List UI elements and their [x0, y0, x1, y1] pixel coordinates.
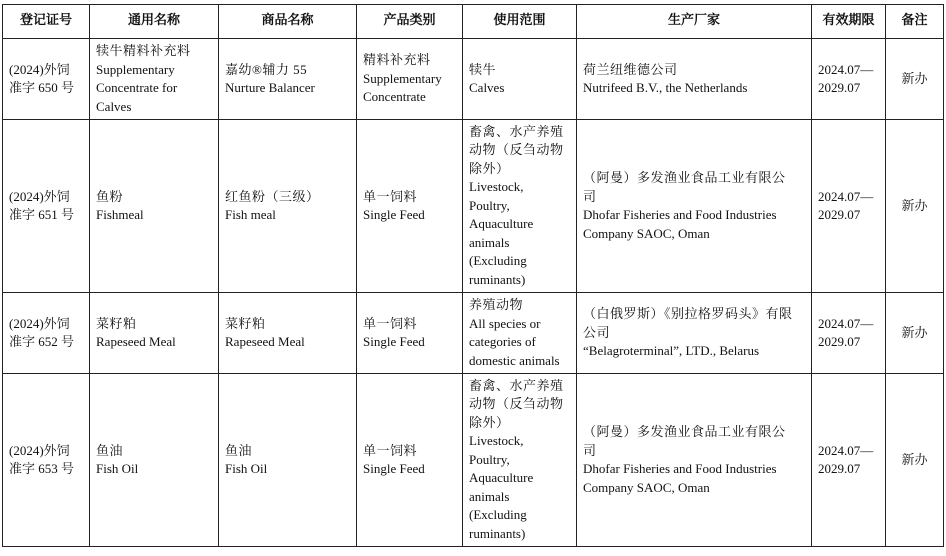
- cell-reg-no: (2024)外饲 准字 651 号: [3, 120, 90, 293]
- cell-common-name: 鱼粉 Fishmeal: [90, 120, 219, 293]
- cell-validity: 2024.07— 2029.07: [812, 374, 886, 547]
- cell-scope: 犊牛 Calves: [463, 39, 577, 120]
- cell-validity: 2024.07— 2029.07: [812, 293, 886, 374]
- cell-category: 单一饲料 Single Feed: [357, 374, 463, 547]
- cell-product-name: 红鱼粉（三级） Fish meal: [219, 120, 357, 293]
- header-validity: 有效期限: [812, 5, 886, 39]
- header-reg-no: 登记证号: [3, 5, 90, 39]
- cell-remarks: 新办: [886, 39, 944, 120]
- cell-category: 精料补充料 Supplementary Concentrate: [357, 39, 463, 120]
- header-remarks: 备注: [886, 5, 944, 39]
- header-common-name: 通用名称: [90, 5, 219, 39]
- header-product-name: 商品名称: [219, 5, 357, 39]
- cell-category: 单一饲料 Single Feed: [357, 120, 463, 293]
- cell-manufacturer: （阿曼）多发渔业食品工业有限公 司 Dhofar Fisheries and Food Industries Company SAOC, Oman: [577, 374, 812, 547]
- cell-scope: 养殖动物 All species or categories of domestic animals: [463, 293, 577, 374]
- header-manufacturer: 生产厂家: [577, 5, 812, 39]
- cell-common-name: 菜籽粕 Rapeseed Meal: [90, 293, 219, 374]
- table-row: [3, 39, 944, 120]
- cell-remarks: 新办: [886, 293, 944, 374]
- cell-product-name: 嘉幼®辅力 55 Nurture Balancer: [219, 39, 357, 120]
- cell-reg-no: (2024)外饲 准字 650 号: [3, 39, 90, 120]
- registration-table: [2, 4, 944, 547]
- cell-reg-no: (2024)外饲 准字 653 号: [3, 374, 90, 547]
- cell-manufacturer: 荷兰纽维德公司 Nutrifeed B.V., the Netherlands: [577, 39, 812, 120]
- cell-common-name: 鱼油 Fish Oil: [90, 374, 219, 547]
- cell-scope: 畜禽、水产养殖 动物（反刍动物 除外） Livestock, Poultry, Aquaculture animals (Excluding ruminants): [463, 120, 577, 293]
- cell-manufacturer: （阿曼）多发渔业食品工业有限公 司 Dhofar Fisheries and Food Industries Company SAOC, Oman: [577, 120, 812, 293]
- cell-remarks: 新办: [886, 374, 944, 547]
- cell-remarks: 新办: [886, 120, 944, 293]
- header-scope: 使用范围: [463, 5, 577, 39]
- cell-common-name: 犊牛精料补充料 Supplementary Concentrate for Calves: [90, 39, 219, 120]
- cell-scope: 畜禽、水产养殖 动物（反刍动物 除外） Livestock, Poultry, Aquaculture animals (Excluding ruminants): [463, 374, 577, 547]
- cell-reg-no: (2024)外饲 准字 652 号: [3, 293, 90, 374]
- cell-product-name: 菜籽粕 Rapeseed Meal: [219, 293, 357, 374]
- cell-category: 单一饲料 Single Feed: [357, 293, 463, 374]
- table-row: [3, 374, 944, 547]
- header-category: 产品类别: [357, 5, 463, 39]
- table-row: [3, 293, 944, 374]
- cell-validity: 2024.07— 2029.07: [812, 39, 886, 120]
- cell-validity: 2024.07— 2029.07: [812, 120, 886, 293]
- header-row: [3, 5, 944, 39]
- table-row: [3, 120, 944, 293]
- cell-product-name: 鱼油 Fish Oil: [219, 374, 357, 547]
- cell-manufacturer: （白俄罗斯）《别拉格罗码头》有限 公司 “Belagroterminal”, LTD., Belarus: [577, 293, 812, 374]
